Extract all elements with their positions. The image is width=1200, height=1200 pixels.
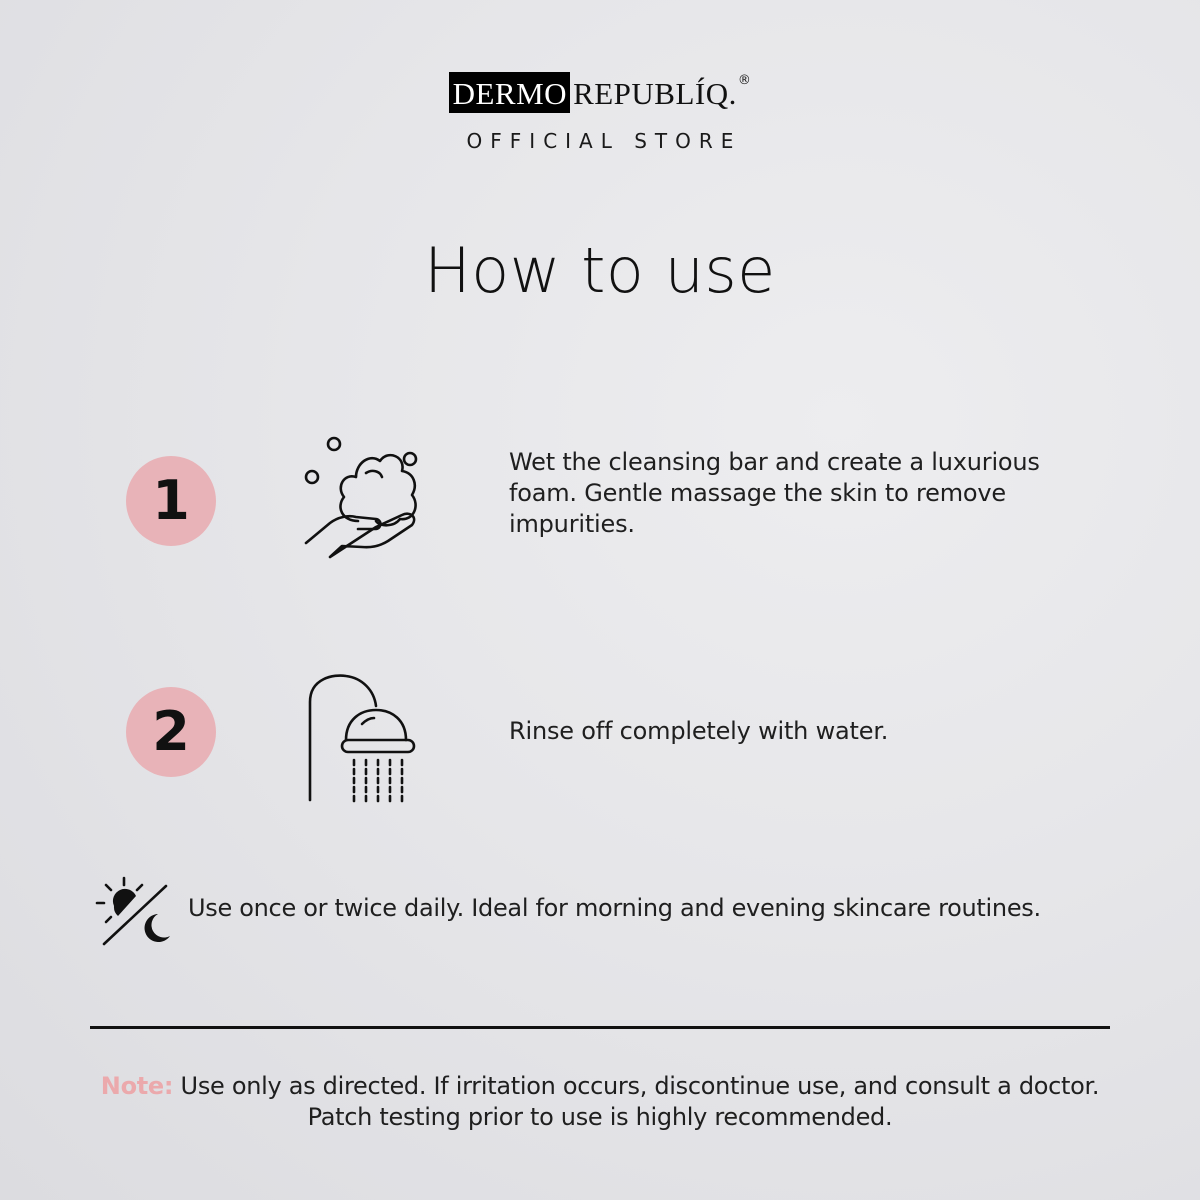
step-2-number: 2	[126, 687, 216, 777]
note-block	[0, 1071, 1200, 1133]
shower-icon	[300, 672, 420, 806]
logo-wordmark	[449, 72, 752, 113]
brand-logo	[0, 72, 1200, 153]
official-store-label: OFFICIAL STORE	[466, 129, 742, 153]
note-line-2: Patch testing prior to use is highly recommended.	[307, 1103, 893, 1131]
day-night-icon	[94, 876, 174, 950]
step-1-text: Wet the cleansing bar and create a luxurious foam. Gentle massage the skin to remove impurities.	[509, 448, 1040, 538]
logo-republiq: REPUBLÍQ.	[573, 76, 737, 111]
step-2-text: Rinse off completely with water.	[509, 717, 889, 745]
logo-registered-mark: ®	[737, 73, 752, 88]
note-line-1	[0, 1071, 1200, 1102]
divider	[90, 1026, 1110, 1029]
daily-usage-text: Use once or twice daily. Ideal for morning and evening skincare routines.	[188, 894, 1041, 922]
page-title: How to use	[424, 234, 776, 307]
step-1-number: 1	[126, 456, 216, 546]
foam-hand-icon	[300, 433, 425, 561]
note-text-1: Use only as directed. If irritation occurs, discontinue use, and consult a doctor.	[173, 1072, 1100, 1100]
note-label: Note:	[100, 1072, 174, 1100]
logo-dermo: DERMO	[449, 72, 570, 113]
